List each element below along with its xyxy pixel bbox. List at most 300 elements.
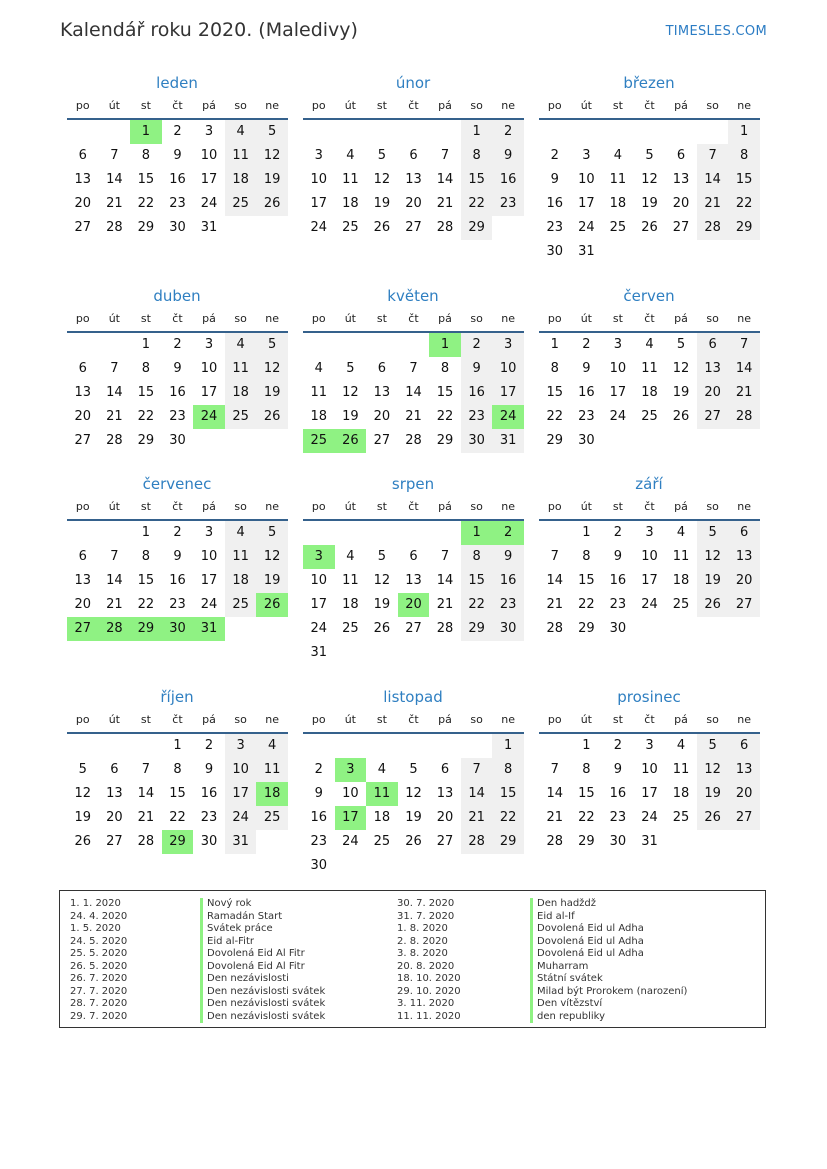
- weekday-header: po: [67, 495, 99, 521]
- month-name: listopad: [383, 688, 443, 706]
- day-cell: 6: [78, 361, 87, 376]
- legend-holiday-name: Den nezávislosti svátek: [200, 1011, 325, 1024]
- day-cell: 26: [697, 806, 729, 830]
- weekday-header: pá: [193, 307, 225, 333]
- day-cell: 29: [578, 621, 595, 636]
- day-cell: 18: [672, 573, 690, 588]
- day-cell: 17: [310, 196, 328, 211]
- day-cell: 5: [409, 762, 418, 777]
- empty-cell: [303, 120, 335, 144]
- day-cell: 17: [200, 573, 218, 588]
- month-days-grid: [303, 708, 525, 878]
- day-cell: 13: [697, 357, 729, 381]
- day-cell: 31: [492, 429, 524, 453]
- day-cell: 27: [373, 433, 391, 448]
- weekday-header: út: [571, 94, 603, 120]
- holiday-day-cell: 1: [130, 120, 162, 144]
- day-cell: 17: [492, 381, 524, 405]
- legend-holiday-name: Dovolená Eid ul Adha: [530, 923, 687, 936]
- day-cell: 8: [582, 762, 591, 777]
- legend-date: 28. 7. 2020: [70, 998, 128, 1009]
- day-cell: 3: [492, 333, 524, 357]
- day-cell: 20: [74, 597, 92, 612]
- day-cell: 21: [436, 196, 454, 211]
- day-cell: 25: [672, 597, 690, 612]
- weekday-header: pá: [665, 708, 697, 734]
- day-cell: 2: [582, 337, 591, 352]
- day-cell: 4: [676, 738, 686, 753]
- weekday-header: st: [602, 708, 634, 734]
- day-cell: 14: [546, 786, 564, 801]
- month-days-grid: [539, 708, 761, 854]
- weekday-header: so: [461, 495, 493, 521]
- legend-date: 24. 4. 2020: [70, 910, 128, 922]
- day-cell: 24: [310, 621, 328, 636]
- day-cell: 5: [256, 120, 288, 144]
- day-cell: 10: [200, 361, 218, 376]
- month-days-grid: [67, 708, 289, 854]
- day-cell: 25: [225, 593, 257, 617]
- day-cell: 2: [613, 738, 623, 753]
- day-cell: 21: [436, 597, 454, 612]
- day-cell: 20: [728, 569, 760, 593]
- day-cell: 10: [492, 357, 524, 381]
- day-cell: 1: [582, 738, 591, 753]
- day-cell: 12: [74, 786, 92, 801]
- day-cell: 10: [225, 758, 257, 782]
- legend-left-names: [200, 898, 325, 1023]
- legend-date: 24. 5. 2020: [70, 935, 128, 947]
- holiday-day-cell: 11: [366, 782, 398, 806]
- day-cell: 28: [728, 405, 760, 429]
- day-cell: 21: [137, 810, 155, 825]
- day-cell: 10: [342, 786, 359, 801]
- empty-cell: [335, 120, 367, 144]
- day-cell: 28: [546, 834, 564, 849]
- empty-cell: [303, 521, 335, 545]
- day-cell: 22: [578, 810, 595, 825]
- day-cell: 1: [550, 337, 559, 352]
- day-cell: 24: [641, 810, 658, 825]
- weekday-header: ne: [728, 495, 760, 521]
- day-cell: 8: [141, 148, 151, 163]
- day-cell: 10: [200, 549, 218, 564]
- day-cell: 21: [461, 806, 493, 830]
- day-cell: 21: [546, 810, 564, 825]
- day-cell: 21: [405, 409, 422, 424]
- day-cell: 2: [492, 120, 524, 144]
- weekday-header: ne: [492, 708, 524, 734]
- month-1: [67, 72, 289, 240]
- weekday-header: so: [697, 495, 729, 521]
- day-cell: 14: [405, 385, 422, 400]
- day-cell: 19: [672, 385, 690, 400]
- day-cell: 28: [546, 621, 564, 636]
- weekday-header: so: [697, 708, 729, 734]
- legend-date: 11. 11. 2020: [397, 1010, 461, 1022]
- day-cell: 19: [697, 782, 729, 806]
- day-cell: 23: [169, 196, 186, 211]
- day-cell: 11: [609, 172, 627, 187]
- month-5: [303, 285, 525, 453]
- empty-cell: [398, 734, 430, 758]
- weekday-header: st: [130, 94, 162, 120]
- empty-cell: [634, 120, 666, 144]
- day-cell: 3: [204, 525, 214, 540]
- day-cell: 12: [342, 385, 359, 400]
- month-days-grid: [539, 94, 761, 264]
- day-cell: 25: [342, 220, 359, 235]
- empty-cell: [303, 734, 335, 758]
- day-cell: 27: [728, 593, 760, 617]
- legend-date: 1. 8. 2020: [397, 923, 448, 934]
- day-cell: 18: [609, 196, 627, 211]
- day-cell: 10: [310, 573, 328, 588]
- day-cell: 23: [492, 192, 524, 216]
- day-cell: 12: [697, 545, 729, 569]
- day-cell: 15: [169, 786, 186, 801]
- day-cell: 11: [672, 549, 690, 564]
- day-cell: 6: [110, 762, 119, 777]
- day-cell: 19: [373, 597, 391, 612]
- day-cell: 16: [492, 168, 524, 192]
- weekday-header: st: [130, 307, 162, 333]
- weekday-header: ne: [492, 495, 524, 521]
- day-cell: 11: [225, 144, 257, 168]
- empty-cell: [539, 521, 571, 545]
- month-name: červenec: [142, 475, 212, 493]
- weekday-header: pá: [429, 708, 461, 734]
- day-cell: 16: [169, 573, 186, 588]
- empty-cell: [366, 120, 398, 144]
- month-7: [67, 473, 289, 641]
- legend-right-names: [530, 898, 687, 1023]
- day-cell: 9: [173, 148, 182, 163]
- day-cell: 25: [342, 621, 359, 636]
- weekday-header: po: [303, 307, 335, 333]
- day-cell: 25: [225, 405, 257, 429]
- day-cell: 15: [492, 782, 524, 806]
- day-cell: 11: [342, 573, 359, 588]
- weekday-header: so: [697, 307, 729, 333]
- day-cell: 25: [641, 409, 658, 424]
- day-cell: 22: [436, 409, 454, 424]
- day-cell: 11: [256, 758, 288, 782]
- weekday-header: út: [335, 94, 367, 120]
- day-cell: 26: [256, 405, 288, 429]
- day-cell: 26: [373, 220, 391, 235]
- day-cell: 9: [314, 786, 323, 801]
- holiday-day-cell: 31: [193, 617, 225, 641]
- day-cell: 18: [342, 196, 359, 211]
- day-cell: 2: [173, 525, 182, 540]
- month-days-grid: [539, 495, 761, 641]
- day-cell: 18: [225, 381, 257, 405]
- day-cell: 2: [461, 333, 493, 357]
- weekday-header: po: [539, 94, 571, 120]
- day-cell: 9: [613, 762, 623, 777]
- day-cell: 8: [141, 549, 151, 564]
- day-cell: 30: [169, 433, 186, 448]
- legend-date: 31. 7. 2020: [397, 910, 455, 922]
- legend-date: 29. 10. 2020: [397, 985, 461, 997]
- empty-cell: [67, 120, 99, 144]
- day-cell: 26: [373, 621, 391, 636]
- day-cell: 20: [728, 782, 760, 806]
- weekday-header: po: [539, 495, 571, 521]
- weekday-header: čt: [162, 708, 194, 734]
- day-cell: 7: [141, 762, 151, 777]
- day-cell: 7: [409, 361, 418, 376]
- day-cell: 13: [672, 172, 690, 187]
- weekday-header: po: [303, 708, 335, 734]
- day-cell: 24: [342, 834, 359, 849]
- empty-cell: [429, 521, 461, 545]
- empty-cell: [366, 333, 398, 357]
- weekday-header: po: [67, 708, 99, 734]
- day-cell: 3: [225, 734, 257, 758]
- day-cell: 11: [342, 172, 359, 187]
- day-cell: 12: [373, 172, 391, 187]
- day-cell: 21: [106, 196, 123, 211]
- month-name: leden: [156, 74, 198, 92]
- holiday-day-cell: 28: [99, 617, 131, 641]
- day-cell: 4: [256, 734, 288, 758]
- legend-holiday-name: Den hadždž: [530, 898, 687, 911]
- day-cell: 14: [546, 573, 564, 588]
- day-cell: 16: [609, 573, 627, 588]
- day-cell: 27: [697, 405, 729, 429]
- holiday-day-cell: 30: [162, 617, 194, 641]
- day-cell: 23: [609, 810, 627, 825]
- weekday-header: ne: [492, 94, 524, 120]
- day-cell: 20: [697, 381, 729, 405]
- day-cell: 19: [256, 168, 288, 192]
- weekday-header: čt: [398, 708, 430, 734]
- legend-holiday-name: Milad být Prorokem (narození): [530, 986, 687, 999]
- day-cell: 21: [697, 192, 729, 216]
- day-cell: 10: [641, 549, 658, 564]
- day-cell: 30: [310, 858, 328, 873]
- day-cell: 17: [225, 782, 257, 806]
- day-cell: 16: [200, 786, 218, 801]
- weekday-header: ne: [728, 708, 760, 734]
- day-cell: 22: [137, 196, 155, 211]
- day-cell: 8: [440, 361, 450, 376]
- weekday-header: čt: [398, 495, 430, 521]
- month-days-grid: [67, 94, 289, 240]
- legend-holiday-name: Dovolená Eid Al Fitr: [200, 948, 325, 961]
- empty-cell: [429, 734, 461, 758]
- day-cell: 8: [728, 144, 760, 168]
- day-cell: 14: [106, 172, 123, 187]
- day-cell: 12: [373, 573, 391, 588]
- legend-holiday-name: Dovolená Eid ul Adha: [530, 948, 687, 961]
- weekday-header: čt: [398, 94, 430, 120]
- day-cell: 14: [137, 786, 155, 801]
- day-cell: 26: [405, 834, 422, 849]
- day-cell: 4: [346, 148, 355, 163]
- day-cell: 22: [137, 597, 155, 612]
- day-cell: 24: [609, 409, 627, 424]
- day-cell: 14: [436, 573, 454, 588]
- day-cell: 26: [672, 409, 690, 424]
- day-cell: 9: [582, 361, 591, 376]
- day-cell: 29: [461, 216, 493, 240]
- weekday-header: čt: [634, 94, 666, 120]
- legend-holiday-name: Dovolená Eid ul Adha: [530, 936, 687, 949]
- day-cell: 7: [440, 549, 450, 564]
- weekday-header: so: [697, 94, 729, 120]
- day-cell: 1: [582, 525, 591, 540]
- day-cell: 4: [645, 337, 654, 352]
- legend-left-dates: [70, 898, 127, 1023]
- legend-holiday-name: den republiky: [530, 1011, 687, 1024]
- month-12: [539, 686, 761, 854]
- weekday-header: pá: [665, 495, 697, 521]
- holiday-day-cell: 29: [130, 617, 162, 641]
- month-6: [539, 285, 761, 453]
- month-11: [303, 686, 525, 878]
- weekday-header: st: [366, 708, 398, 734]
- day-cell: 2: [550, 148, 559, 163]
- day-cell: 13: [74, 385, 92, 400]
- weekday-header: pá: [665, 307, 697, 333]
- day-cell: 12: [641, 172, 658, 187]
- month-days-grid: [303, 495, 525, 665]
- day-cell: 29: [461, 617, 493, 641]
- weekday-header: st: [130, 495, 162, 521]
- weekday-header: ne: [256, 94, 288, 120]
- day-cell: 29: [492, 830, 524, 854]
- legend-holiday-name: Dovolená Eid Al Fitr: [200, 961, 325, 974]
- day-cell: 5: [676, 337, 686, 352]
- day-cell: 17: [578, 196, 595, 211]
- legend-holiday-name: Muharram: [530, 961, 687, 974]
- day-cell: 21: [546, 597, 564, 612]
- day-cell: 3: [613, 337, 623, 352]
- month-name: srpen: [391, 475, 435, 493]
- site-logo[interactable]: TIMESLES.COM: [665, 24, 767, 39]
- legend-holiday-name: Den nezávislosti: [200, 973, 325, 986]
- day-cell: 16: [169, 172, 186, 187]
- day-cell: 5: [377, 148, 387, 163]
- day-cell: 29: [137, 433, 155, 448]
- legend-date: 3. 11. 2020: [397, 998, 455, 1009]
- day-cell: 4: [225, 333, 257, 357]
- empty-cell: [99, 120, 131, 144]
- month-9: [539, 473, 761, 641]
- weekday-header: so: [461, 94, 493, 120]
- day-cell: 6: [728, 734, 760, 758]
- day-cell: 28: [436, 220, 454, 235]
- day-cell: 10: [200, 148, 218, 163]
- day-cell: 4: [676, 525, 686, 540]
- day-cell: 27: [728, 806, 760, 830]
- holiday-day-cell: 17: [335, 806, 367, 830]
- month-name: únor: [395, 74, 431, 92]
- day-cell: 9: [173, 549, 182, 564]
- weekday-header: út: [571, 307, 603, 333]
- day-cell: 6: [440, 762, 450, 777]
- day-cell: 2: [613, 525, 623, 540]
- day-cell: 17: [641, 786, 658, 801]
- legend-holiday-name: Den nezávislosti svátek: [200, 998, 325, 1011]
- day-cell: 30: [609, 834, 627, 849]
- day-cell: 29: [728, 216, 760, 240]
- day-cell: 1: [141, 525, 151, 540]
- day-cell: 20: [373, 409, 391, 424]
- weekday-header: út: [571, 708, 603, 734]
- month-2: [303, 72, 525, 240]
- weekday-header: út: [99, 94, 131, 120]
- day-cell: 5: [697, 521, 729, 545]
- day-cell: 16: [310, 810, 328, 825]
- day-cell: 31: [310, 645, 328, 660]
- empty-cell: [539, 734, 571, 758]
- empty-cell: [398, 521, 430, 545]
- day-cell: 27: [672, 220, 690, 235]
- empty-cell: [67, 521, 99, 545]
- legend-date: 20. 8. 2020: [397, 960, 455, 972]
- day-cell: 3: [645, 738, 654, 753]
- day-cell: 8: [173, 762, 182, 777]
- day-cell: 20: [106, 810, 123, 825]
- weekday-header: ne: [256, 708, 288, 734]
- weekday-header: st: [602, 495, 634, 521]
- day-cell: 14: [106, 573, 123, 588]
- empty-cell: [665, 120, 697, 144]
- day-cell: 25: [373, 834, 391, 849]
- day-cell: 23: [200, 810, 218, 825]
- day-cell: 25: [672, 810, 690, 825]
- day-cell: 13: [373, 385, 391, 400]
- legend-date: 18. 10. 2020: [397, 973, 461, 984]
- day-cell: 15: [137, 573, 155, 588]
- day-cell: 28: [405, 433, 422, 448]
- day-cell: 10: [578, 172, 595, 187]
- day-cell: 18: [225, 168, 257, 192]
- day-cell: 1: [141, 337, 151, 352]
- day-cell: 23: [169, 409, 186, 424]
- weekday-header: st: [366, 307, 398, 333]
- day-cell: 3: [204, 337, 214, 352]
- empty-cell: [335, 521, 367, 545]
- day-cell: 9: [204, 762, 214, 777]
- holiday-day-cell: 3: [335, 758, 367, 782]
- day-cell: 5: [256, 521, 288, 545]
- empty-cell: [99, 521, 131, 545]
- weekday-header: pá: [429, 495, 461, 521]
- day-cell: 6: [377, 361, 387, 376]
- weekday-header: pá: [193, 94, 225, 120]
- day-cell: 19: [641, 196, 658, 211]
- legend-holiday-name: Nový rok: [200, 898, 325, 911]
- day-cell: 12: [256, 545, 288, 569]
- empty-cell: [602, 120, 634, 144]
- month-4: [67, 285, 289, 453]
- weekday-header: po: [303, 495, 335, 521]
- day-cell: 22: [546, 409, 564, 424]
- legend-date: 29. 7. 2020: [70, 1010, 128, 1022]
- day-cell: 16: [578, 385, 595, 400]
- day-cell: 28: [106, 220, 123, 235]
- day-cell: 27: [405, 621, 422, 636]
- day-cell: 28: [697, 216, 729, 240]
- month-name: červen: [623, 287, 675, 305]
- day-cell: 13: [106, 786, 123, 801]
- day-cell: 8: [461, 545, 493, 569]
